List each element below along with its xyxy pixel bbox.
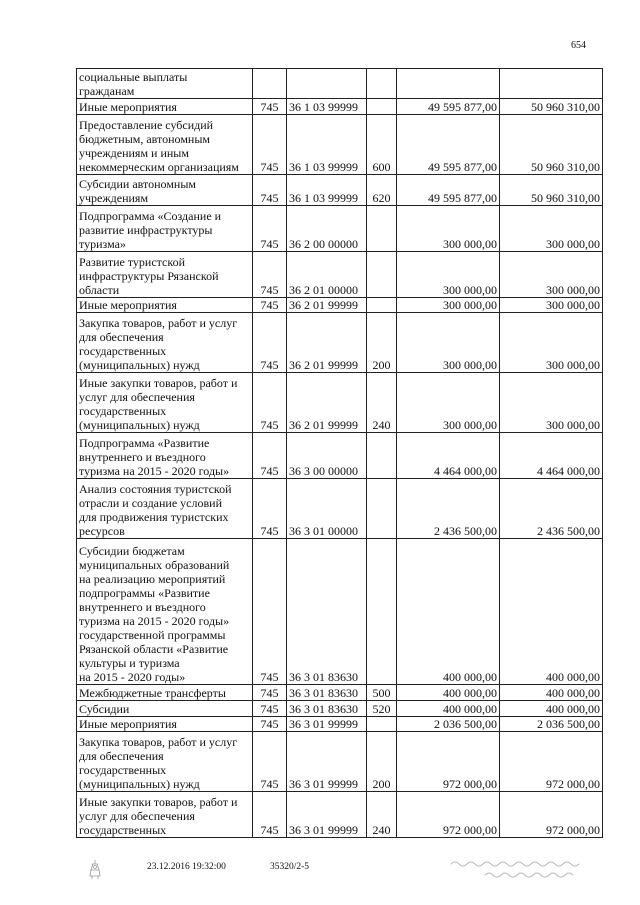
cell-grbs: 745: [253, 298, 287, 313]
cell-amount-year2: 4 464 000,00: [500, 433, 603, 479]
table-row: [77, 298, 603, 313]
cell-target-code: 36 3 01 83630: [287, 685, 367, 701]
cell-expense-type: 520: [367, 701, 397, 717]
cell-name: Межбюджетные трансферты: [77, 685, 253, 701]
cell-name: Иные мероприятия: [77, 298, 253, 313]
cell-amount-year1: 300 000,00: [397, 298, 500, 313]
emblem-icon: [88, 858, 102, 880]
cell-target-code: 36 1 03 99999: [287, 175, 367, 206]
cell-amount-year2: 400 000,00: [500, 701, 603, 717]
stamp-watermark: [445, 856, 595, 882]
cell-grbs: 745: [253, 792, 287, 838]
table-row: [77, 732, 603, 792]
cell-expense-type: 500: [367, 685, 397, 701]
cell-grbs: 745: [253, 252, 287, 298]
cell-grbs: 745: [253, 433, 287, 479]
cell-name: Субсидии: [77, 701, 253, 717]
cell-expense-type: 200: [367, 313, 397, 373]
cell-target-code: 36 2 01 99999: [287, 313, 367, 373]
cell-expense-type: 240: [367, 373, 397, 433]
cell-amount-year2: 2 036 500,00: [500, 717, 603, 732]
cell-target-code: [287, 69, 367, 99]
cell-expense-type: 600: [367, 115, 397, 175]
cell-amount-year1: 49 595 877,00: [397, 99, 500, 115]
cell-expense-type: [367, 298, 397, 313]
table-row: [77, 206, 603, 252]
table-row: [77, 539, 603, 685]
cell-expense-type: 620: [367, 175, 397, 206]
cell-name: Иные закупки товаров, работ и услуг для обеспечения государственных: [77, 792, 253, 838]
footer-doc-number: 35320/2-5: [270, 862, 310, 872]
cell-amount-year2: 2 436 500,00: [500, 479, 603, 539]
cell-name: Анализ состояния туристской отрасли и создание условий для продвижения туристских ресурсов: [77, 479, 253, 539]
table-row: [77, 313, 603, 373]
cell-name: Подпрограмма «Создание и развитие инфраструктуры туризма»: [77, 206, 253, 252]
cell-amount-year1: 400 000,00: [397, 685, 500, 701]
cell-amount-year2: 400 000,00: [500, 685, 603, 701]
cell-amount-year2: 300 000,00: [500, 313, 603, 373]
cell-name: Иные закупки товаров, работ и услуг для обеспечения государственных (муниципальных) нужд: [77, 373, 253, 433]
cell-grbs: 745: [253, 313, 287, 373]
cell-amount-year2: 300 000,00: [500, 298, 603, 313]
cell-grbs: 745: [253, 732, 287, 792]
cell-expense-type: [367, 479, 397, 539]
cell-amount-year2: 400 000,00: [500, 539, 603, 685]
cell-expense-type: [367, 433, 397, 479]
cell-amount-year1: 400 000,00: [397, 701, 500, 717]
cell-amount-year1: 300 000,00: [397, 373, 500, 433]
cell-amount-year2: 50 960 310,00: [500, 175, 603, 206]
cell-grbs: 745: [253, 701, 287, 717]
cell-grbs: 745: [253, 539, 287, 685]
cell-target-code: 36 3 01 99999: [287, 792, 367, 838]
cell-expense-type: 240: [367, 792, 397, 838]
cell-name: Субсидии автономным учреждениям: [77, 175, 253, 206]
footer: [0, 858, 640, 888]
table-row: [77, 685, 603, 701]
cell-grbs: 745: [253, 685, 287, 701]
table-row: [77, 792, 603, 838]
cell-target-code: 36 3 01 99999: [287, 717, 367, 732]
cell-amount-year2: 50 960 310,00: [500, 99, 603, 115]
cell-amount-year1: 4 464 000,00: [397, 433, 500, 479]
cell-amount-year1: 400 000,00: [397, 539, 500, 685]
table-row: [77, 115, 603, 175]
table-row: [77, 717, 603, 732]
cell-target-code: 36 3 01 83630: [287, 701, 367, 717]
cell-grbs: 745: [253, 373, 287, 433]
cell-expense-type: 200: [367, 732, 397, 792]
cell-amount-year1: 300 000,00: [397, 206, 500, 252]
cell-target-code: 36 2 00 00000: [287, 206, 367, 252]
cell-expense-type: [367, 539, 397, 685]
cell-amount-year2: 972 000,00: [500, 732, 603, 792]
cell-amount-year1: 2 436 500,00: [397, 479, 500, 539]
table-row: [77, 701, 603, 717]
cell-grbs: 745: [253, 115, 287, 175]
cell-expense-type: [367, 206, 397, 252]
cell-amount-year1: 300 000,00: [397, 252, 500, 298]
table-row: [77, 479, 603, 539]
cell-amount-year2: [500, 69, 603, 99]
cell-amount-year2: 50 960 310,00: [500, 115, 603, 175]
cell-name: Предоставление субсидий бюджетным, автономным учреждениям и иным некоммерческим организациям: [77, 115, 253, 175]
cell-amount-year1: 972 000,00: [397, 732, 500, 792]
cell-expense-type: [367, 717, 397, 732]
budget-table: [76, 68, 603, 838]
cell-amount-year1: [397, 69, 500, 99]
cell-amount-year2: 300 000,00: [500, 206, 603, 252]
cell-amount-year2: 300 000,00: [500, 373, 603, 433]
cell-target-code: 36 2 01 99999: [287, 298, 367, 313]
cell-target-code: 36 2 01 00000: [287, 252, 367, 298]
cell-target-code: 36 2 01 99999: [287, 373, 367, 433]
cell-target-code: 36 1 03 99999: [287, 99, 367, 115]
footer-date: 23.12.2016 19:32:00: [147, 862, 226, 872]
cell-grbs: 745: [253, 479, 287, 539]
table-row: [77, 252, 603, 298]
cell-target-code: 36 3 01 00000: [287, 479, 367, 539]
table-row: [77, 99, 603, 115]
cell-name: Субсидии бюджетам муниципальных образований на реализацию мероприятий подпрограммы «Развитие внутреннего и въездного туризма на 2015 - 2020 годы» государственной программы Рязанской области «Развитие культуры и туризма на 2015 - 2020 годы»: [77, 539, 253, 685]
cell-name: Развитие туристской инфраструктуры Рязанской области: [77, 252, 253, 298]
cell-grbs: 745: [253, 99, 287, 115]
cell-grbs: 745: [253, 175, 287, 206]
page-number: 654: [571, 40, 586, 51]
cell-amount-year1: 300 000,00: [397, 313, 500, 373]
cell-target-code: 36 3 01 83630: [287, 539, 367, 685]
cell-name: Закупка товаров, работ и услуг для обеспечения государственных (муниципальных) нужд: [77, 313, 253, 373]
cell-expense-type: [367, 252, 397, 298]
cell-expense-type: [367, 69, 397, 99]
cell-amount-year1: 2 036 500,00: [397, 717, 500, 732]
cell-amount-year1: 972 000,00: [397, 792, 500, 838]
cell-amount-year1: 49 595 877,00: [397, 115, 500, 175]
cell-target-code: 36 1 03 99999: [287, 115, 367, 175]
table-row: [77, 69, 603, 99]
table-row: [77, 175, 603, 206]
cell-name: Иные мероприятия: [77, 99, 253, 115]
cell-grbs: [253, 69, 287, 99]
cell-name: Подпрограмма «Развитие внутреннего и въездного туризма на 2015 - 2020 годы»: [77, 433, 253, 479]
cell-target-code: 36 3 00 00000: [287, 433, 367, 479]
cell-amount-year2: 300 000,00: [500, 252, 603, 298]
cell-name: социальные выплаты гражданам: [77, 69, 253, 99]
cell-target-code: 36 3 01 99999: [287, 732, 367, 792]
table-row: [77, 433, 603, 479]
cell-name: Иные мероприятия: [77, 717, 253, 732]
cell-grbs: 745: [253, 206, 287, 252]
table-row: [77, 373, 603, 433]
budget-table-body: [77, 69, 603, 838]
cell-name: Закупка товаров, работ и услуг для обеспечения государственных (муниципальных) нужд: [77, 732, 253, 792]
cell-grbs: 745: [253, 717, 287, 732]
cell-amount-year2: 972 000,00: [500, 792, 603, 838]
cell-amount-year1: 49 595 877,00: [397, 175, 500, 206]
cell-expense-type: [367, 99, 397, 115]
